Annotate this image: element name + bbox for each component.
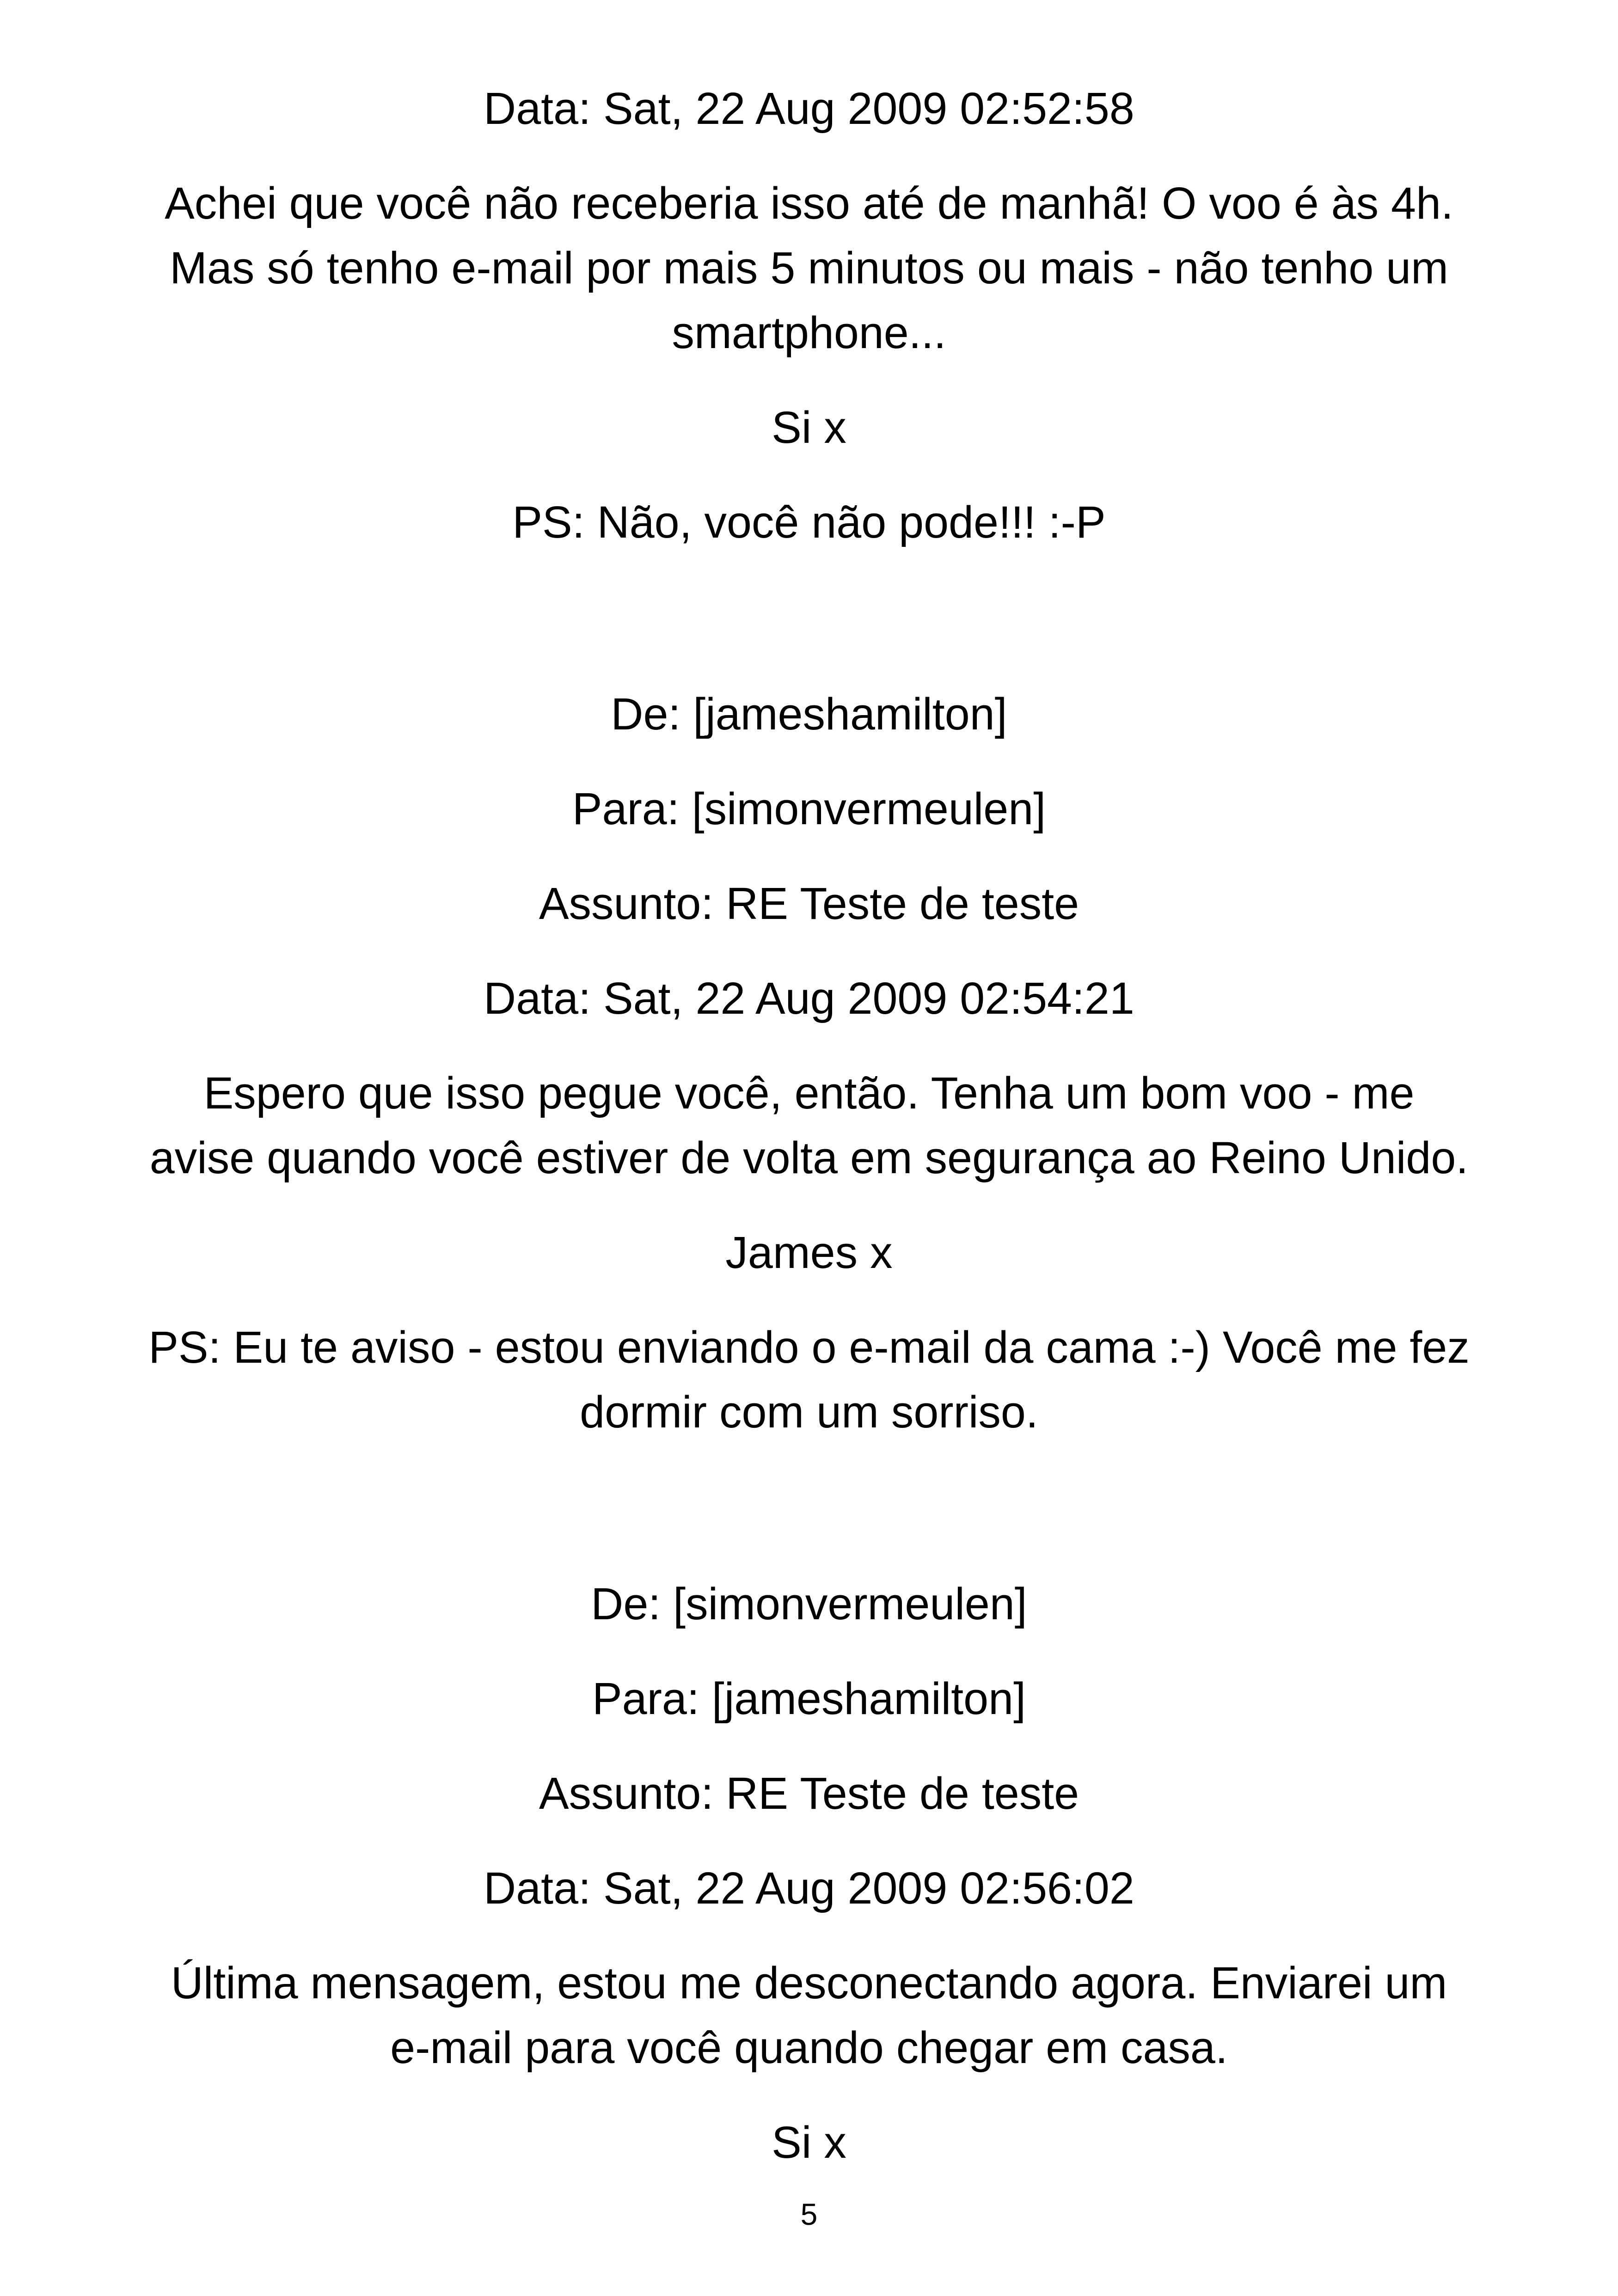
message-3-signature: Si x	[772, 2117, 846, 2167]
message-2-subject: Assunto: RE Teste de teste	[539, 878, 1079, 929]
page-number: 5	[800, 2197, 818, 2231]
message-3-date: Data: Sat, 22 Aug 2009 02:56:02	[484, 1863, 1134, 1913]
message-1-ps-line-1: PS: Não, você não pode!!! :-P	[512, 497, 1106, 547]
message-3-to: Para: [jameshamilton]	[592, 1673, 1026, 1724]
message-3-from: De: [simonvermeulen]	[591, 1579, 1027, 1629]
message-2-date: Data: Sat, 22 Aug 2009 02:54:21	[484, 973, 1134, 1023]
message-1-body-line-3: smartphone...	[672, 307, 946, 358]
message-1-signature: Si x	[772, 402, 846, 453]
message-2-body-line-2: avise quando você estiver de volta em segurança ao Reino Unido.	[149, 1133, 1469, 1183]
message-1-date: Data: Sat, 22 Aug 2009 02:52:58	[484, 83, 1134, 134]
message-2-to: Para: [simonvermeulen]	[572, 784, 1046, 834]
message-1-body-line-2: Mas só tenho e-mail por mais 5 minutos ou mais - não tenho um	[170, 243, 1448, 293]
message-2-ps-line-1: PS: Eu te aviso - estou enviando o e-mail da cama :-) Você me fez	[148, 1322, 1470, 1372]
message-1-body-line-1: Achei que você não receberia isso até de manhã! O voo é às 4h.	[165, 178, 1453, 228]
message-2-from: De: [jameshamilton]	[611, 689, 1007, 739]
message-2-signature: James x	[725, 1227, 893, 1278]
message-2-ps-line-2: dormir com um sorriso.	[580, 1387, 1038, 1437]
message-3-subject: Assunto: RE Teste de teste	[539, 1768, 1079, 1818]
message-3-body-line-1: Última mensagem, estou me desconectando agora. Enviarei um	[171, 1958, 1447, 2008]
message-3-body-line-2: e-mail para você quando chegar em casa.	[390, 2022, 1228, 2073]
message-2-body-line-1: Espero que isso pegue você, então. Tenha um bom voo - me	[203, 1068, 1415, 1118]
